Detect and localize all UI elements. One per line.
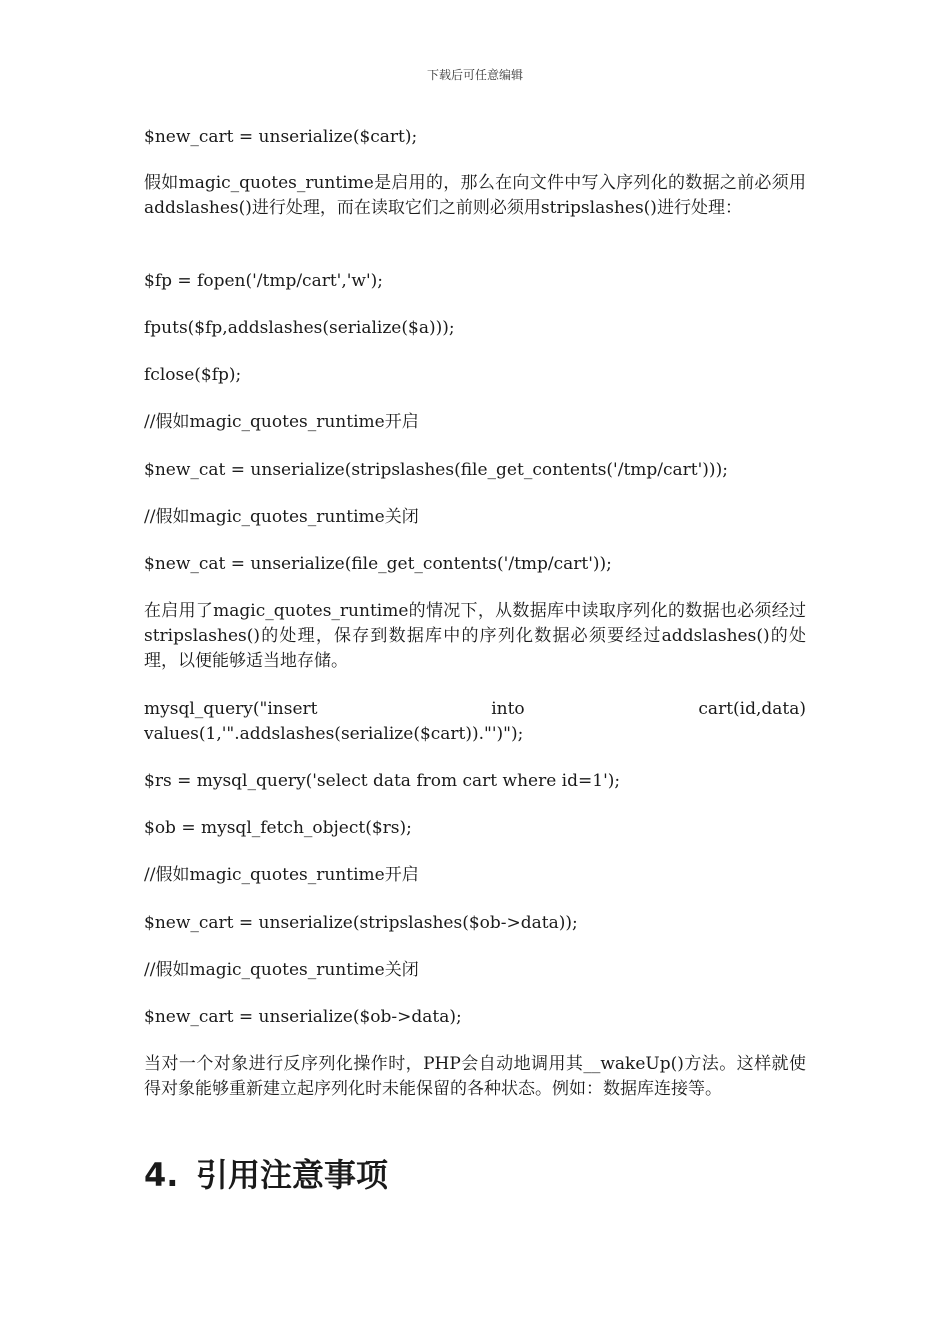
section-heading <box>144 1150 388 1196</box>
code-line-justified <box>144 697 806 722</box>
page-header: 下载后可任意编辑 <box>426 68 523 82</box>
code-line: values(1,'".addslashes(serialize($cart))."')"); <box>144 724 524 744</box>
comment-line: //假如magic_quotes_runtime开启 <box>144 412 419 432</box>
paragraph: 假如magic_quotes_runtime是启用的，那么在向文件中写入序列化的数据之前必须用addslashes()进行处理，而在读取它们之前则必须用stripslashes()进行处理： <box>144 173 806 218</box>
code-line: fputs($fp,addslashes(serialize($a))); <box>144 318 455 338</box>
code-line: $new_cat = unserialize(stripslashes(file_get_contents('/tmp/cart'))); <box>144 460 728 480</box>
code-line: $rs = mysql_query('select data from cart where id=1'); <box>144 771 621 791</box>
section-number: 4. <box>144 1156 179 1194</box>
comment-line: //假如magic_quotes_runtime关闭 <box>144 507 419 527</box>
code-line: $fp = fopen('/tmp/cart','w'); <box>144 271 384 291</box>
code-line: $new_cart = unserialize($cart); <box>144 127 418 147</box>
paragraph: 当对一个对象进行反序列化操作时，PHP会自动地调用其__wakeUp()方法。这样就使得对象能够重新建立起序列化时未能保留的各种状态。例如：数据库连接等。 <box>144 1054 806 1099</box>
comment-line: //假如magic_quotes_runtime关闭 <box>144 960 419 980</box>
code-line: $new_cart = unserialize($ob->data); <box>144 1007 462 1027</box>
code-fragment: mysql_query("insert <box>144 699 318 719</box>
code-line: $new_cart = unserialize(stripslashes($ob->data)); <box>144 913 578 933</box>
code-fragment: cart(id,data) <box>698 699 806 719</box>
code-line: $new_cat = unserialize(file_get_contents('/tmp/cart')); <box>144 554 612 574</box>
code-fragment: into <box>491 699 525 719</box>
comment-line: //假如magic_quotes_runtime开启 <box>144 865 419 885</box>
paragraph: 在启用了magic_quotes_runtime的情况下，从数据库中读取序列化的数据也必须经过stripslashes()的处理，保存到数据库中的序列化数据必须要经过addslashes()的处理，以便能够适当地存储。 <box>144 601 806 671</box>
code-line: fclose($fp); <box>144 365 242 385</box>
code-line: $ob = mysql_fetch_object($rs); <box>144 818 412 838</box>
section-title: 引用注意事项 <box>196 1156 389 1194</box>
